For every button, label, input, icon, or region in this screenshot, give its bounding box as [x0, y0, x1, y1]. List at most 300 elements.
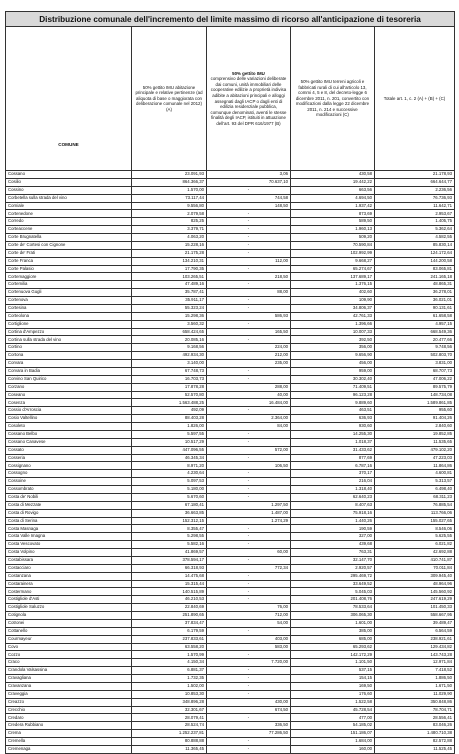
table-row — [6, 604, 455, 612]
cell-total: 410.741,87 — [375, 556, 455, 564]
table-row — [6, 667, 455, 675]
cell-col-b: - — [207, 745, 291, 753]
cell-col-c: 216,04 — [291, 478, 375, 486]
cell-col-a: 5.298,55 — [132, 533, 207, 541]
cell-col-b: 1.274,29 — [207, 517, 291, 525]
cell-total: 39.489,47 — [375, 619, 455, 627]
table-row — [6, 635, 455, 643]
cell-col-c: 1.018,37 — [291, 438, 375, 446]
cell-comune: Costacciaro — [6, 564, 132, 572]
table-row — [6, 178, 455, 186]
cell-col-c: 65.274,67 — [291, 265, 375, 273]
cell-total: 47.006,22 — [375, 375, 455, 383]
cell-col-c: 14.255,30 — [291, 430, 375, 438]
cell-col-a: 1.252.237,81 — [132, 730, 207, 738]
cell-comune: Cosio Valtellino — [6, 415, 132, 423]
cell-comune: Corteolona — [6, 312, 132, 320]
cell-comune: Cortesina — [6, 304, 132, 312]
cell-total: 11.864,86 — [375, 462, 455, 470]
cell-comune: Corvino San Quirico — [6, 375, 132, 383]
cell-col-b: - — [207, 438, 291, 446]
cell-col-a: 35.787,41 — [132, 289, 207, 297]
cell-col-b: - — [207, 234, 291, 242]
cell-comune: Cossio d'Arroscia — [6, 407, 132, 415]
cell-col-c: 137.689,17 — [291, 273, 375, 281]
header-col-b — [207, 27, 291, 171]
cell-col-b: 430,00 — [207, 698, 291, 706]
cell-total: 21.178,93 — [375, 171, 455, 179]
cell-col-c: 636,93 — [291, 415, 375, 423]
table-row — [6, 556, 455, 564]
cell-comune: Crema — [6, 730, 132, 738]
table-row — [6, 738, 455, 746]
table-row — [6, 612, 455, 620]
cell-col-c: 169,50 — [291, 682, 375, 690]
cell-comune: Cossato — [6, 446, 132, 454]
table-row — [6, 320, 455, 328]
cell-col-a: 378.594,17 — [132, 556, 207, 564]
cell-total: 101.450,33 — [375, 604, 455, 612]
cell-col-a: 5.582,16 — [132, 541, 207, 549]
cell-col-c: 4.694,50 — [291, 194, 375, 202]
cell-comune: Costermano — [6, 588, 132, 596]
cell-total: 36.021,01 — [375, 297, 455, 305]
cell-col-a: 11.365,45 — [132, 745, 207, 753]
cell-comune: Coseano — [6, 391, 132, 399]
cell-col-b: - — [207, 714, 291, 722]
cell-comune: Cortiglione — [6, 320, 132, 328]
table-row — [6, 297, 455, 305]
table-row — [6, 383, 455, 391]
cell-col-b: - — [207, 226, 291, 234]
cell-col-a: 492.934,30 — [132, 352, 207, 360]
table-row — [6, 407, 455, 415]
cell-comune: Corte Brugnatella — [6, 234, 132, 242]
cell-total: 83.046,26 — [375, 722, 455, 730]
cell-col-c: 463,51 — [291, 407, 375, 415]
header-col-a: 50% gettito IMU abitazione principale e relative pertinenze (ad aliquota di base o maggiorata con deliberazione comunale nel 2012) (A) — [132, 27, 207, 171]
cell-col-b: 2.364,00 — [207, 415, 291, 423]
cell-col-b: - — [207, 210, 291, 218]
cell-comune: Cosseria — [6, 454, 132, 462]
header-comune: COMUNE — [6, 27, 132, 171]
cell-total: 4.600,81 — [375, 470, 455, 478]
cell-total: 78.704,71 — [375, 706, 455, 714]
cell-comune: Costa di Rovigo — [6, 509, 132, 517]
cell-col-b: - — [207, 454, 291, 462]
table-row — [6, 580, 455, 588]
cell-col-c: 31.433,62 — [291, 446, 375, 454]
cell-col-a: 103.265,51 — [132, 273, 207, 281]
cell-col-c: 154,15 — [291, 675, 375, 683]
cell-col-b: 60,00 — [207, 549, 291, 557]
cell-comune: Corte de' Frati — [6, 249, 132, 257]
cell-col-a: 15.228,16 — [132, 241, 207, 249]
cell-col-c: 930,60 — [291, 423, 375, 431]
cell-total: 12.971,84 — [375, 659, 455, 667]
cell-col-a: 47.489,16 — [132, 281, 207, 289]
cell-comune: Costa Vescovato — [6, 541, 132, 549]
cell-col-b: 165,50 — [207, 328, 291, 336]
table-row — [6, 564, 455, 572]
cell-comune: Cossoine — [6, 478, 132, 486]
cell-col-b: 112,00 — [207, 257, 291, 265]
cell-comune: Costigliole d'Asti — [6, 596, 132, 604]
cell-total: 90.131,61 — [375, 304, 455, 312]
cell-col-a: 15.298,36 — [132, 312, 207, 320]
cell-total: 3.831,00 — [375, 360, 455, 368]
cell-comune: Cravanzana — [6, 682, 132, 690]
cell-col-b: - — [207, 297, 291, 305]
cell-col-b: 76,00 — [207, 604, 291, 612]
cell-col-b: - — [207, 596, 291, 604]
table-row — [6, 289, 455, 297]
cell-comune: Cortemaggiore — [6, 273, 132, 281]
cell-col-c: 45.728,54 — [291, 706, 375, 714]
cell-total: 1.671,50 — [375, 682, 455, 690]
cell-comune: Cossano Belbo — [6, 430, 132, 438]
cell-total: 143.743,28 — [375, 651, 455, 659]
cell-col-b: 583,00 — [207, 643, 291, 651]
cell-comune: Cortina d'Ampezzo — [6, 328, 132, 336]
cell-total: 5.362,64 — [375, 226, 455, 234]
table-row — [6, 722, 455, 730]
cell-col-b: 54,00 — [207, 619, 291, 627]
cell-total: 144.200,58 — [375, 257, 455, 265]
cell-total: 247.619,29 — [375, 596, 455, 604]
cell-col-a: 3.560,32 — [132, 320, 207, 328]
cell-comune: Cortemilia — [6, 281, 132, 289]
cell-col-a: 66.318,93 — [132, 564, 207, 572]
cell-total: 48.865,31 — [375, 281, 455, 289]
cell-col-a: 1.563.488,25 — [132, 399, 207, 407]
cell-col-b: - — [207, 556, 291, 564]
cell-col-b: - — [207, 690, 291, 698]
cell-col-b: - — [207, 407, 291, 415]
cell-col-b: - — [207, 241, 291, 249]
cell-col-a: 5.670,60 — [132, 493, 207, 501]
cell-col-a: 41.869,57 — [132, 549, 207, 557]
table-row — [6, 226, 455, 234]
cell-comune: Cosoleto — [6, 423, 132, 431]
table-row — [6, 659, 455, 667]
header-col-d: Totale art. 1, c. 2 (A) + (B) + (C) — [375, 27, 455, 171]
cell-total: 28.556,41 — [375, 714, 455, 722]
cell-col-a: 2.079,58 — [132, 210, 207, 218]
cell-col-a: 1.502,00 — [132, 682, 207, 690]
table-row — [6, 517, 455, 525]
cell-comune: Cortenuova Gugli — [6, 289, 132, 297]
cell-col-c: 385,00 — [291, 627, 375, 635]
table-row — [6, 486, 455, 494]
cell-col-b: 1.487,00 — [207, 509, 291, 517]
cell-total: 83.065,81 — [375, 265, 455, 273]
cell-col-a: 10.853,30 — [132, 690, 207, 698]
cell-comune: Cortenedone — [6, 210, 132, 218]
cell-col-b: - — [207, 580, 291, 588]
cell-col-c: 2.920,57 — [291, 564, 375, 572]
table-body — [6, 171, 455, 754]
cell-comune: Cottanello — [6, 627, 132, 635]
cell-col-a: 134.210,31 — [132, 257, 207, 265]
cell-col-a: 17.878,28 — [132, 383, 207, 391]
cell-col-c: 70.590,84 — [291, 241, 375, 249]
cell-col-c: 176,60 — [291, 690, 375, 698]
cell-comune: Cortino — [6, 344, 132, 352]
cell-col-a: 67.748,73 — [132, 367, 207, 375]
cell-col-c: 392,50 — [291, 336, 375, 344]
cell-comune: Cosenza — [6, 399, 132, 407]
cell-total: 558.667,95 — [375, 612, 455, 620]
cell-total: 48.964,96 — [375, 580, 455, 588]
table-row — [6, 281, 455, 289]
header-col-c: 50% gettito IMU terreni agricoli e fabbricati rurali di cui all'articolo 13, commi 4, 5 e 8, del decreto-legge 6 dicembre 2011, n. 201, convertito con modificazioni dalla legge 22 dicembre 2011, n. 214 e successive modificazioni (C) — [291, 27, 375, 171]
cell-col-b: 572,00 — [207, 446, 291, 454]
table-row — [6, 202, 455, 210]
cell-col-c: 873,69 — [291, 210, 375, 218]
cell-col-c: 32.147,70 — [291, 556, 375, 564]
cell-col-a: 1.826,00 — [132, 423, 207, 431]
cell-col-b: 212,00 — [207, 352, 291, 360]
cell-col-b: 1.297,50 — [207, 501, 291, 509]
cell-col-c: 1.937,42 — [291, 202, 375, 210]
cell-col-a: 16.703,73 — [132, 375, 207, 383]
table-row — [6, 344, 455, 352]
table-row — [6, 572, 455, 580]
cell-col-b: 70.637,10 — [207, 178, 291, 186]
cell-col-b: - — [207, 651, 291, 659]
cell-col-a: 864.366,37 — [132, 178, 207, 186]
cell-col-c: 65.293,62 — [291, 643, 375, 651]
cell-comune: Costabissara — [6, 556, 132, 564]
cell-col-c: 1.960,13 — [291, 226, 375, 234]
cell-total: 68.311,23 — [375, 493, 455, 501]
cell-col-a: 55.323,24 — [132, 304, 207, 312]
table-row — [6, 478, 455, 486]
cell-col-b: - — [207, 588, 291, 596]
cell-col-a: 251.890,65 — [132, 612, 207, 620]
cell-col-b: 77.286,50 — [207, 730, 291, 738]
cell-col-c: 33.649,52 — [291, 580, 375, 588]
cell-col-a: 35.911,17 — [132, 297, 207, 305]
cell-col-c: 5.045,03 — [291, 588, 375, 596]
table-row — [6, 525, 455, 533]
cell-total: 2.236,56 — [375, 186, 455, 194]
cell-col-a: 8.355,47 — [132, 525, 207, 533]
cell-col-a: 348.896,28 — [132, 698, 207, 706]
table-row — [6, 210, 455, 218]
table-row — [6, 415, 455, 423]
cell-col-b: - — [207, 572, 291, 580]
cell-col-a: 5.597,55 — [132, 430, 207, 438]
cell-total: 350.848,86 — [375, 698, 455, 706]
cell-comune: Corvara — [6, 360, 132, 368]
cell-comune: Costa di Serina — [6, 517, 132, 525]
table-row — [6, 391, 455, 399]
cell-total: 85.830,14 — [375, 241, 455, 249]
table-row — [6, 249, 455, 257]
cell-col-c: 160,00 — [291, 745, 375, 753]
cell-col-b: 40,00 — [207, 391, 291, 399]
cell-col-a: 28.524,74 — [132, 722, 207, 730]
cell-col-a: 46.210,53 — [132, 596, 207, 604]
cell-col-a: 46.345,34 — [132, 454, 207, 462]
cell-col-b: 84,00 — [207, 423, 291, 431]
cell-comune: Corvara in Badia — [6, 367, 132, 375]
cell-col-a: 10.517,29 — [132, 438, 207, 446]
cell-col-a: 447.096,55 — [132, 446, 207, 454]
cell-comune: Credera Rubbiano — [6, 722, 132, 730]
cell-total: 2.840,60 — [375, 423, 455, 431]
table-row — [6, 257, 455, 265]
cell-comune: Cossombrato — [6, 486, 132, 494]
cell-comune: Cossogno — [6, 470, 132, 478]
cell-comune: Cravagliana — [6, 675, 132, 683]
cell-col-c: 477,00 — [291, 714, 375, 722]
cell-comune: Creazzo — [6, 698, 132, 706]
cell-comune: Costa di Mezzate — [6, 501, 132, 509]
cell-comune: Cossignano — [6, 462, 132, 470]
table-row — [6, 745, 455, 753]
cell-total: 1.589.861,85 — [375, 399, 455, 407]
cell-col-c: 327,00 — [291, 533, 375, 541]
cell-col-c: 109,90 — [291, 297, 375, 305]
cell-col-b: - — [207, 367, 291, 375]
cell-col-b: - — [207, 627, 291, 635]
cell-col-b: - — [207, 493, 291, 501]
cell-comune: Costigliole Saluzzo — [6, 604, 132, 612]
cell-col-a: 4.150,34 — [132, 659, 207, 667]
cell-total: 4.957,15 — [375, 320, 455, 328]
cell-col-c: 6.787,16 — [291, 462, 375, 470]
cell-comune: Corte Franca — [6, 257, 132, 265]
cell-col-b: 148,50 — [207, 202, 291, 210]
cell-total: 5.313,57 — [375, 478, 455, 486]
table-row — [6, 675, 455, 683]
cell-comune: Corte Palasio — [6, 265, 132, 273]
cell-col-b: - — [207, 265, 291, 273]
cell-total: 1.405,75 — [375, 218, 455, 226]
cell-col-a: 152.312,15 — [132, 517, 207, 525]
cell-col-a: 140.515,89 — [132, 588, 207, 596]
cell-comune: Corbetella sulla strada del vino — [6, 194, 132, 202]
cell-total: 20.477,66 — [375, 336, 455, 344]
table-row — [6, 714, 455, 722]
cell-comune: Costa de' Nobili — [6, 493, 132, 501]
cell-total: 129.434,82 — [375, 643, 455, 651]
cell-col-b: 7.720,00 — [207, 659, 291, 667]
cell-comune: Cossano — [6, 171, 132, 179]
cell-col-c: 201.408,76 — [291, 596, 375, 604]
table-row — [6, 171, 455, 179]
cell-col-c: 102.992,99 — [291, 249, 375, 257]
cell-total: 148.734,08 — [375, 391, 455, 399]
table-row — [6, 304, 455, 312]
table-row — [6, 446, 455, 454]
cell-col-c: 30.302,40 — [291, 375, 375, 383]
table-row — [6, 509, 455, 517]
cell-total: 6.021,82 — [375, 541, 455, 549]
table-row — [6, 643, 455, 651]
table-row — [6, 399, 455, 407]
cell-col-c: 1.318,40 — [291, 486, 375, 494]
cell-total: 668.549,36 — [375, 328, 455, 336]
cell-total: 664.644,77 — [375, 178, 455, 186]
cell-col-c: 1.522,58 — [291, 698, 375, 706]
table-row — [6, 352, 455, 360]
cell-col-b: 235,00 — [207, 360, 291, 368]
cell-total: 1.886,50 — [375, 675, 455, 683]
table-row — [6, 186, 455, 194]
table-row — [6, 619, 455, 627]
cell-comune: Cossano Canavese — [6, 438, 132, 446]
cell-col-c: 439,68 — [291, 541, 375, 549]
table-row — [6, 234, 455, 242]
cell-total: 9.748,56 — [375, 344, 455, 352]
cell-col-a: 14.475,68 — [132, 572, 207, 580]
cell-col-c: 62.640,23 — [291, 493, 375, 501]
cell-comune: Costa Masnaga — [6, 525, 132, 533]
cell-col-c: 9.656,90 — [291, 352, 375, 360]
cell-col-a: 32.301,67 — [132, 706, 207, 714]
cell-comune: Cortenova — [6, 297, 132, 305]
cell-col-a: 3.379,71 — [132, 226, 207, 234]
cell-col-c: 370,17 — [291, 470, 375, 478]
table-row — [6, 367, 455, 375]
cell-col-c: 151.186,07 — [291, 730, 375, 738]
cell-col-a: 28.079,41 — [132, 714, 207, 722]
cell-col-b: 218,50 — [207, 273, 291, 281]
table-row — [6, 541, 455, 549]
cell-total: 42.692,88 — [375, 549, 455, 557]
cell-col-a: 1.570,00 — [132, 186, 207, 194]
cell-comune: Cremenaga — [6, 745, 132, 753]
cell-total: 89.575,79 — [375, 383, 455, 391]
cell-col-b: - — [207, 320, 291, 328]
cell-col-a: 67.180,41 — [132, 501, 207, 509]
table-row — [6, 682, 455, 690]
cell-col-a: 6.179,59 — [132, 627, 207, 635]
cell-total: 124.172,64 — [375, 249, 455, 257]
cell-total: 6.564,59 — [375, 627, 455, 635]
cell-comune: Courmayeur — [6, 635, 132, 643]
table-row — [6, 312, 455, 320]
cell-col-b: - — [207, 525, 291, 533]
cell-col-b: 772,34 — [207, 564, 291, 572]
cell-col-b: - — [207, 281, 291, 289]
table-row — [6, 651, 455, 659]
cell-col-a: 15.315,44 — [132, 580, 207, 588]
cell-col-c: 8.407,63 — [291, 501, 375, 509]
cell-col-c: 1.396,66 — [291, 320, 375, 328]
cell-total: 68.707,73 — [375, 367, 455, 375]
cell-col-a: 63.558,20 — [132, 643, 207, 651]
cell-total: 6.498,40 — [375, 486, 455, 494]
cell-comune: Costa Volpino — [6, 549, 132, 557]
cell-total: 11.642,71 — [375, 202, 455, 210]
cell-total: 36.278,01 — [375, 289, 455, 297]
cell-total: 502.803,70 — [375, 352, 455, 360]
table-row — [6, 588, 455, 596]
cell-col-c: 430,58 — [291, 171, 375, 179]
table-title: Distribuzione comunale dell'incremento del limite massimo di ricorso all'anticipazione di tesoreria — [6, 12, 455, 27]
cell-col-a: 6.881,37 — [132, 667, 207, 675]
cell-total: 61.658,58 — [375, 312, 455, 320]
cell-col-c: 1.684,00 — [291, 738, 375, 746]
table-row — [6, 273, 455, 281]
cell-total: 2.953,67 — [375, 210, 455, 218]
table-row — [6, 549, 455, 557]
